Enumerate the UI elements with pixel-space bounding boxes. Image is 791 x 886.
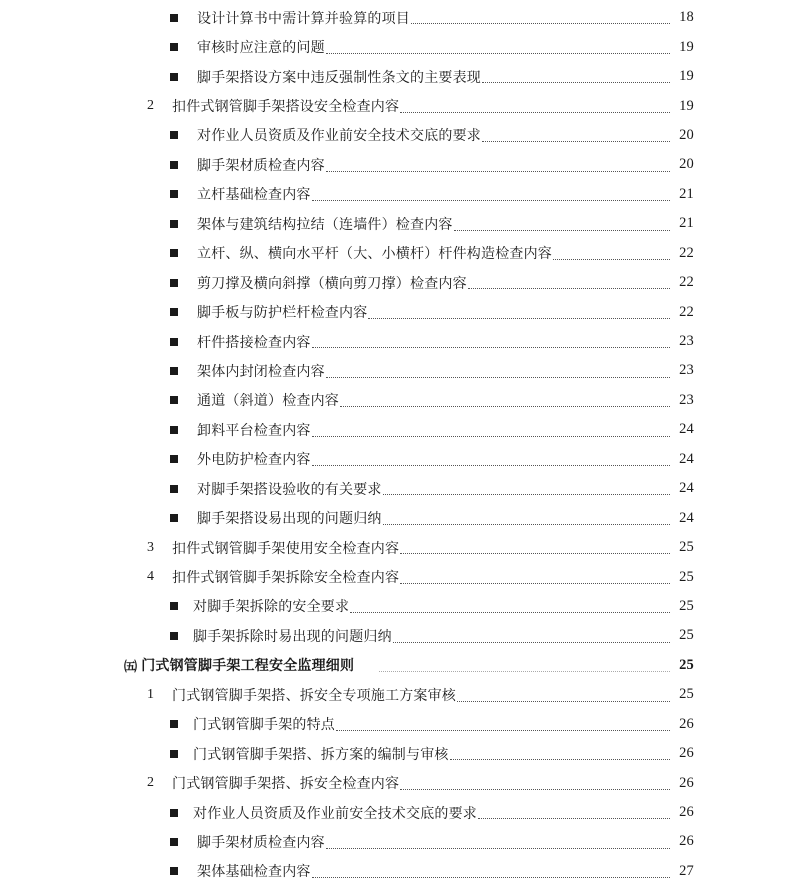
dot-leader [326,377,670,378]
toc-label: 立杆基础检查内容 [197,187,311,204]
dot-leader [478,818,670,819]
square-bullet-icon [170,73,178,81]
toc-item-entry[interactable] [0,268,791,297]
toc-label: 架体与建筑结构拉结（连墙件）检查内容 [197,216,453,233]
page-number: 25 [679,539,694,556]
toc-item-entry[interactable] [0,327,791,356]
toc-item-entry[interactable] [0,356,791,385]
page-number: 26 [679,804,694,821]
page-number: 21 [679,185,694,202]
dot-leader [400,112,670,113]
page-number: 24 [679,450,694,467]
toc-label: 对作业人员资质及作业前安全技术交底的要求 [197,128,481,145]
square-bullet-icon [170,867,178,875]
square-bullet-icon [170,131,178,139]
toc-label: 脚手板与防护栏杆检查内容 [197,305,368,322]
square-bullet-icon [170,279,178,287]
toc-label: 对脚手架拆除的安全要求 [193,599,350,616]
dot-leader [312,200,670,201]
table-of-contents [0,3,791,886]
page-number: 26 [679,745,694,762]
dot-leader [326,171,670,172]
toc-label: 脚手架搭设方案中违反强制性条文的主要表现 [197,69,481,86]
square-bullet-icon [170,485,178,493]
page-number: 18 [679,9,694,26]
page-number: 21 [679,215,694,232]
dot-leader [454,230,670,231]
dot-leader [400,553,670,554]
dot-leader [368,318,670,319]
page-number: 20 [679,156,694,173]
toc-item-entry[interactable] [0,32,791,61]
toc-label: 对作业人员资质及作业前安全技术交底的要求 [193,805,477,822]
toc-section-entry[interactable] [0,562,791,591]
toc-label: 门式钢管脚手架搭、拆安全专项施工方案审核 [172,687,456,704]
toc-section-entry[interactable] [0,533,791,562]
toc-label: 脚手架拆除时易出现的问题归纳 [193,628,392,645]
square-bullet-icon [170,720,178,728]
section-number: 3 [147,539,155,555]
dot-leader [379,671,670,672]
page-number: 27 [679,862,694,879]
toc-item-entry[interactable] [0,857,791,886]
page-number: 25 [679,597,694,614]
toc-item-entry[interactable] [0,150,791,179]
dot-leader [400,789,670,790]
toc-label: 审核时应注意的问题 [197,40,325,57]
square-bullet-icon [170,809,178,817]
toc-label: 设计计算书中需计算并验算的项目 [197,10,410,27]
dot-leader [326,53,670,54]
dot-leader [468,288,670,289]
toc-item-entry[interactable] [0,62,791,91]
square-bullet-icon [170,338,178,346]
square-bullet-icon [170,367,178,375]
page-number: 24 [679,509,694,526]
toc-item-entry[interactable] [0,739,791,768]
toc-label: 门式钢管脚手架的特点 [193,717,335,734]
dot-leader [340,406,670,407]
toc-item-entry[interactable] [0,3,791,32]
page-number: 22 [679,244,694,261]
dot-leader [482,141,670,142]
page-number: 20 [679,126,694,143]
toc-item-entry[interactable] [0,827,791,856]
dot-leader [312,347,670,348]
dot-leader [383,524,670,525]
toc-label: 立杆、纵、横向水平杆（大、小横杆）杆件构造检查内容 [197,246,552,263]
page-number: 25 [679,627,694,644]
chapter-number: ㈤ [124,659,138,675]
toc-section-entry[interactable] [0,91,791,120]
dot-leader [457,701,670,702]
toc-item-entry[interactable] [0,445,791,474]
square-bullet-icon [170,838,178,846]
toc-label: 门式钢管脚手架搭、拆安全检查内容 [172,776,400,793]
toc-item-entry[interactable] [0,798,791,827]
page-number: 25 [679,686,694,703]
toc-item-entry[interactable] [0,474,791,503]
dot-leader [482,82,670,83]
page-number: 23 [679,391,694,408]
page-number: 23 [679,333,694,350]
toc-item-entry[interactable] [0,503,791,532]
toc-label: 卸料平台检查内容 [197,422,311,439]
toc-label: 门式钢管脚手架搭、拆方案的编制与审核 [193,746,449,763]
toc-item-entry[interactable] [0,121,791,150]
page-number: 22 [679,274,694,291]
dot-leader [336,730,670,731]
dot-leader [312,436,670,437]
toc-label: 对脚手架搭设验收的有关要求 [197,481,382,498]
dot-leader [411,23,670,24]
toc-item-entry[interactable] [0,415,791,444]
page-number: 26 [679,774,694,791]
dot-leader [326,848,670,849]
toc-label: 通道（斜道）检查内容 [197,393,339,410]
toc-label: 脚手架材质检查内容 [197,834,325,851]
toc-label: 架体基础检查内容 [197,864,311,881]
square-bullet-icon [170,220,178,228]
toc-label: 扣件式钢管脚手架搭设安全检查内容 [172,99,400,116]
page-number: 26 [679,715,694,732]
dot-leader [400,583,670,584]
toc-label: 架体内封闭检查内容 [197,363,325,380]
toc-item-entry[interactable] [0,710,791,739]
toc-label: 扣件式钢管脚手架使用安全检查内容 [172,540,400,557]
toc-label: 脚手架材质检查内容 [197,157,325,174]
square-bullet-icon [170,602,178,610]
page-number: 19 [679,38,694,55]
dot-leader [350,612,670,613]
toc-section-entry[interactable] [0,768,791,797]
toc-item-entry[interactable] [0,180,791,209]
toc-chapter-entry[interactable] [0,651,791,680]
dot-leader [553,259,670,260]
page-number: 26 [679,833,694,850]
toc-item-entry[interactable] [0,239,791,268]
square-bullet-icon [170,396,178,404]
square-bullet-icon [170,14,178,22]
dot-leader [383,494,670,495]
section-number: 2 [147,775,155,791]
square-bullet-icon [170,632,178,640]
toc-label: 外电防护检查内容 [197,452,311,469]
page-number: 25 [679,568,694,585]
toc-label: 脚手架搭设易出现的问题归纳 [197,511,382,528]
section-number: 2 [147,98,155,114]
page-number: 19 [679,68,694,85]
dot-leader [312,465,670,466]
page-number: 23 [679,362,694,379]
page-number: 25 [679,656,694,673]
square-bullet-icon [170,190,178,198]
toc-label: 杆件搭接检查内容 [197,334,311,351]
square-bullet-icon [170,161,178,169]
square-bullet-icon [170,514,178,522]
toc-label: 门式钢管脚手架工程安全监理细则 [141,658,355,675]
toc-item-entry[interactable] [0,209,791,238]
page-number: 22 [679,303,694,320]
dot-leader [393,642,670,643]
section-number: 1 [147,686,155,702]
section-number: 4 [147,569,155,585]
toc-item-entry[interactable] [0,297,791,326]
toc-item-entry[interactable] [0,386,791,415]
page-number: 24 [679,421,694,438]
toc-section-entry[interactable] [0,680,791,709]
toc-label: 剪刀撑及横向斜撑（横向剪刀撑）检查内容 [197,275,467,292]
page-number: 19 [679,97,694,114]
page-number: 24 [679,480,694,497]
square-bullet-icon [170,426,178,434]
square-bullet-icon [170,43,178,51]
toc-label: 扣件式钢管脚手架拆除安全检查内容 [172,570,400,587]
square-bullet-icon [170,455,178,463]
toc-item-entry[interactable] [0,592,791,621]
square-bullet-icon [170,308,178,316]
square-bullet-icon [170,750,178,758]
dot-leader [450,759,670,760]
toc-item-entry[interactable] [0,621,791,650]
square-bullet-icon [170,249,178,257]
